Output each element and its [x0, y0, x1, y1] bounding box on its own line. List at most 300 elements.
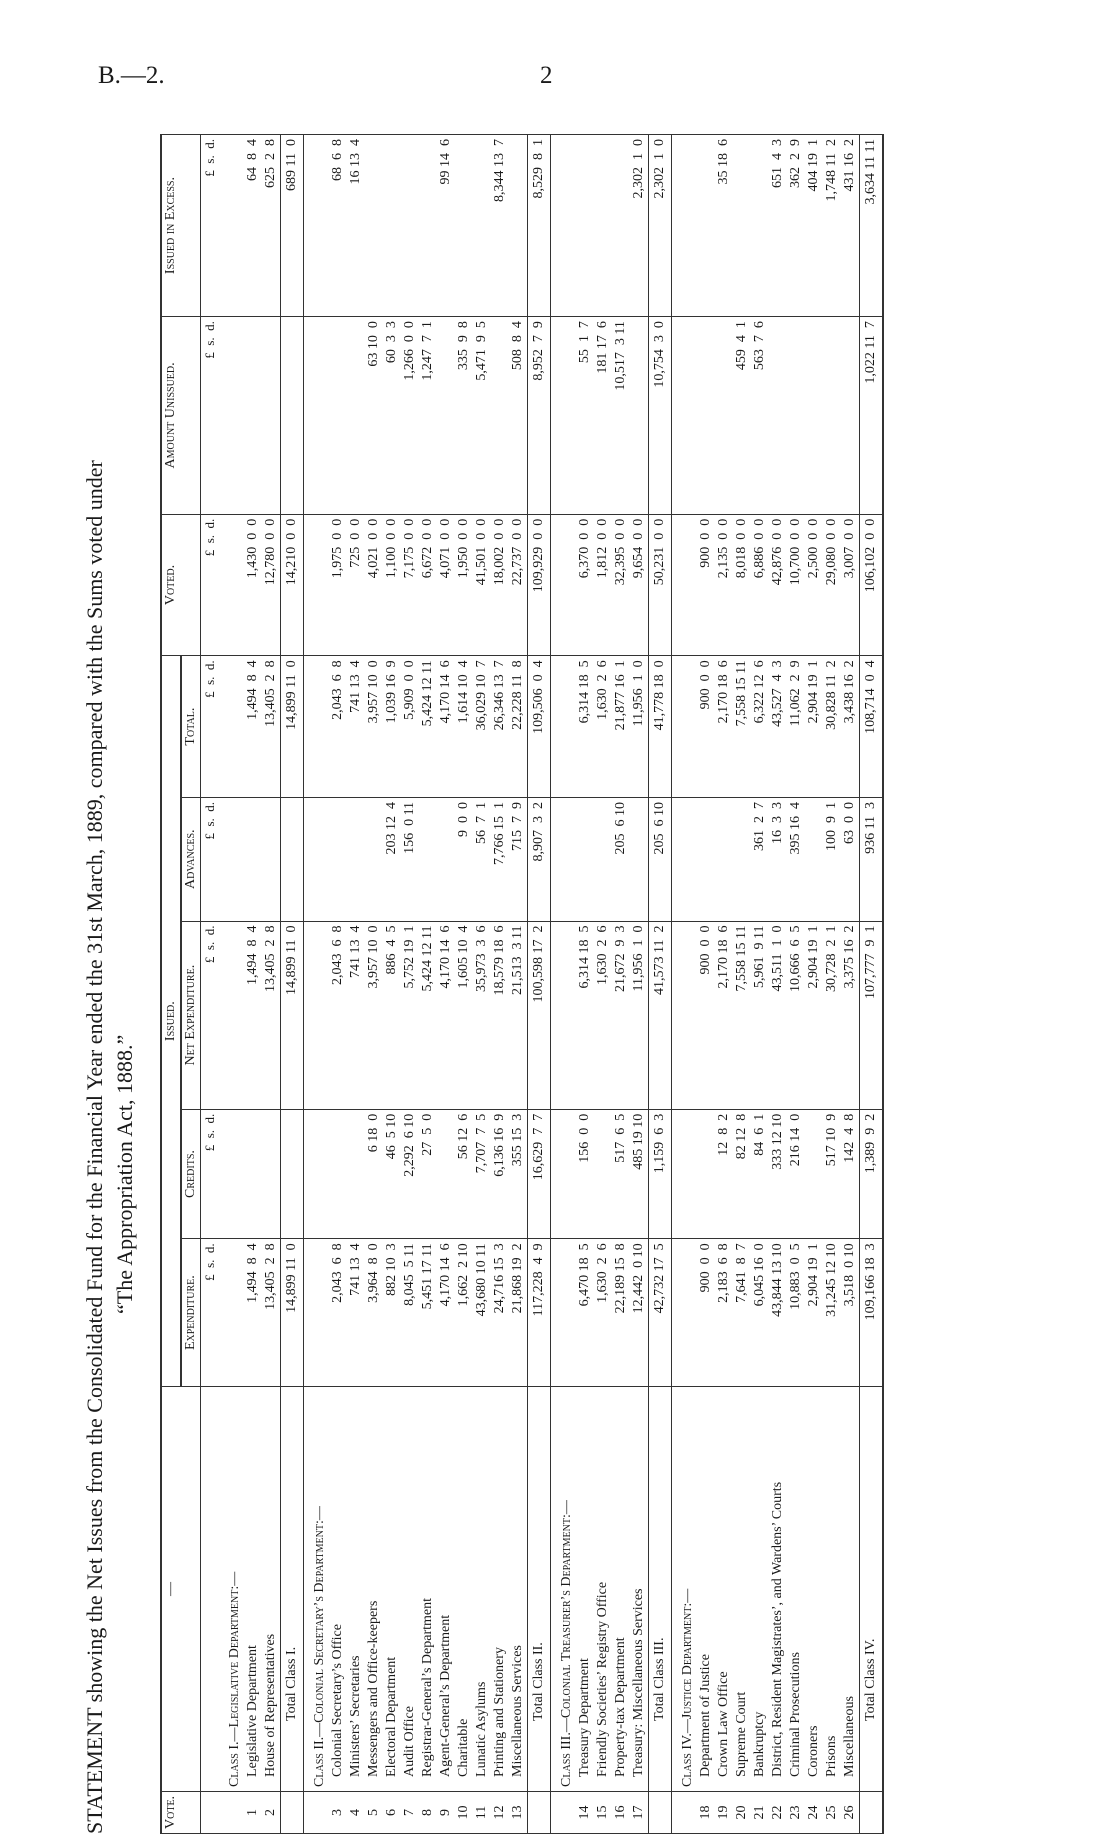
cell-exc: 8,344 13 7 [491, 135, 509, 317]
table-row [262, 135, 281, 1834]
cell-exc [733, 135, 751, 317]
table-row [841, 135, 860, 1834]
cell-cred [805, 1109, 823, 1239]
cell-exp: 8,045 5 11 [401, 1239, 419, 1387]
cell-unis: 5,471 9 5 [473, 317, 491, 515]
cell-cred: 7,707 7 5 [473, 1109, 491, 1239]
vote-description: Crown Law Office [715, 1386, 733, 1791]
cell-exp: 31,245 12 10 [823, 1239, 841, 1387]
vote-number: 1 [244, 1791, 262, 1833]
cell-exp: 1,662 2 10 [455, 1239, 473, 1387]
cell-voted: 2,500 0 0 [805, 514, 823, 656]
total-cred: 1,389 9 2 [860, 1109, 884, 1239]
cell-cred [262, 1109, 281, 1239]
total-exp: 117,228 4 9 [528, 1239, 551, 1387]
cell-cred [437, 1109, 455, 1239]
table-row [401, 135, 419, 1834]
cell-adv [365, 797, 383, 921]
units-label: £ s. d. [201, 1109, 220, 1239]
cell-exp: 43,680 10 11 [473, 1239, 491, 1387]
cell-net: 3,375 16 2 [841, 921, 860, 1109]
cell-exc [612, 135, 630, 317]
cell-cred: 46 5 10 [383, 1109, 401, 1239]
cell-net: 35,973 3 6 [473, 921, 491, 1109]
cell-exc: 362 2 9 [787, 135, 805, 317]
units-label: £ s. d. [201, 797, 220, 921]
cell-tot: 13,405 2 8 [262, 656, 281, 798]
cell-unis [347, 317, 365, 515]
cell-adv [244, 797, 262, 921]
vote-description: Treasury Department [576, 1386, 594, 1791]
cell-adv [594, 797, 612, 921]
units-label: £ s. d. [201, 317, 220, 515]
table-row [576, 135, 594, 1834]
cell-exp: 24,716 15 3 [491, 1239, 509, 1387]
table-row [329, 135, 347, 1834]
cell-net: 7,558 15 11 [733, 921, 751, 1109]
vote-number: 18 [697, 1791, 715, 1833]
vote-number: 21 [751, 1791, 769, 1833]
cell-cred: 333 12 10 [769, 1109, 787, 1239]
header-advances: Advances. [181, 797, 201, 921]
cell-cred: 27 5 0 [419, 1109, 437, 1239]
cell-exp: 6,045 16 0 [751, 1239, 769, 1387]
cell-exp: 12,442 0 10 [630, 1239, 649, 1387]
cell-tot: 741 13 4 [347, 656, 365, 798]
cell-voted: 41,501 0 0 [473, 514, 491, 656]
cell-exc [594, 135, 612, 317]
total-exp: 109,166 18 3 [860, 1239, 884, 1387]
cell-unis: 1,247 7 1 [419, 317, 437, 515]
cell-unis [787, 317, 805, 515]
statement-body [201, 135, 884, 1834]
cell-exp: 6,470 18 5 [576, 1239, 594, 1387]
cell-exc [401, 135, 419, 317]
cell-voted: 29,080 0 0 [823, 514, 841, 656]
cell-exc [455, 135, 473, 317]
cell-cred: 84 6 1 [751, 1109, 769, 1239]
total-exc: 8,529 8 1 [528, 135, 551, 317]
cell-exp: 2,183 6 8 [715, 1239, 733, 1387]
document-reference: B.—2. [98, 62, 165, 89]
cell-exp: 900 0 0 [697, 1239, 715, 1387]
cell-net: 1,494 8 4 [244, 921, 262, 1109]
cell-adv [805, 797, 823, 921]
vote-description: Prisons [823, 1386, 841, 1791]
cell-exp: 21,868 19 2 [509, 1239, 528, 1387]
cell-unis [244, 317, 262, 515]
cell-unis: 335 9 8 [455, 317, 473, 515]
total-exp: 42,732 17 5 [649, 1239, 672, 1387]
cell-unis: 563 7 6 [751, 317, 769, 515]
cell-voted: 1,430 0 0 [244, 514, 262, 656]
cell-net: 30,728 2 1 [823, 921, 841, 1109]
cell-unis [769, 317, 787, 515]
cell-net: 6,314 18 5 [576, 921, 594, 1109]
header-net-expenditure: Net Expenditure. [181, 921, 201, 1109]
cell-adv [347, 797, 365, 921]
units-label: £ s. d. [201, 1239, 220, 1387]
vote-description: Miscellaneous [841, 1386, 860, 1791]
cell-exp: 4,170 14 6 [437, 1239, 455, 1387]
cell-unis [823, 317, 841, 515]
cell-tot: 5,909 0 0 [401, 656, 419, 798]
cell-adv: 715 7 9 [509, 797, 528, 921]
cell-unis [715, 317, 733, 515]
cell-exc: 625 2 8 [262, 135, 281, 317]
cell-tot: 5,424 12 11 [419, 656, 437, 798]
table-row [383, 135, 401, 1834]
cell-adv: 7,766 15 1 [491, 797, 509, 921]
table-row [787, 135, 805, 1834]
cell-exp: 1,494 8 4 [244, 1239, 262, 1387]
cell-net: 886 4 5 [383, 921, 401, 1109]
total-unis: 8,952 7 9 [528, 317, 551, 515]
vote-number: 7 [401, 1791, 419, 1833]
cell-voted: 18,002 0 0 [491, 514, 509, 656]
cell-exc [509, 135, 528, 317]
total-net: 107,777 9 1 [860, 921, 884, 1109]
cell-adv: 361 2 7 [751, 797, 769, 921]
cell-net: 3,957 10 0 [365, 921, 383, 1109]
cell-unis [329, 317, 347, 515]
title-line-2: “The Appropriation Act, 1888.” [112, 1034, 137, 1314]
vote-description: House of Representatives [262, 1386, 281, 1791]
cell-unis [805, 317, 823, 515]
vote-description: Property-tax Department [612, 1386, 630, 1791]
vote-number: 9 [437, 1791, 455, 1833]
table-row [630, 135, 649, 1834]
cell-tot: 2,170 18 6 [715, 656, 733, 798]
total-tot: 14,899 11 0 [281, 656, 304, 798]
header-credits: Credits. [181, 1109, 201, 1239]
cell-cred [697, 1109, 715, 1239]
cell-cred: 12 8 2 [715, 1109, 733, 1239]
vote-number: 12 [491, 1791, 509, 1833]
vote-description: District, Resident Magistrates’, and Wardens’ Courts [769, 1386, 787, 1791]
total-unis: 10,754 3 0 [649, 317, 672, 515]
vote-number: 23 [787, 1791, 805, 1833]
cell-voted: 9,654 0 0 [630, 514, 649, 656]
class-heading-row [219, 135, 244, 1834]
vote-number: 8 [419, 1791, 437, 1833]
cell-adv: 156 0 11 [401, 797, 419, 921]
vote-description: Colonial Secretary’s Office [329, 1386, 347, 1791]
table-row [751, 135, 769, 1834]
cell-adv: 16 3 3 [769, 797, 787, 921]
cell-exc [419, 135, 437, 317]
vote-number: 15 [594, 1791, 612, 1833]
cell-tot: 4,170 14 6 [437, 656, 455, 798]
cell-voted: 2,135 0 0 [715, 514, 733, 656]
header-voted: Voted. [161, 514, 201, 656]
cell-adv: 203 12 4 [383, 797, 401, 921]
total-adv: 936 11 3 [860, 797, 884, 921]
cell-exp: 5,451 17 11 [419, 1239, 437, 1387]
cell-voted: 7,175 0 0 [401, 514, 419, 656]
vote-description: Legislative Department [244, 1386, 262, 1791]
class-total-row [528, 135, 551, 1834]
cell-tot: 3,957 10 0 [365, 656, 383, 798]
cell-voted: 4,071 0 0 [437, 514, 455, 656]
cell-voted: 22,737 0 0 [509, 514, 528, 656]
cell-net: 11,956 1 0 [630, 921, 649, 1109]
cell-net: 5,424 12 11 [419, 921, 437, 1109]
table-row [455, 135, 473, 1834]
cell-unis: 181 17 6 [594, 317, 612, 515]
vote-description: Printing and Stationery [491, 1386, 509, 1791]
cell-unis: 508 8 4 [509, 317, 528, 515]
total-exc: 3,634 11 11 [860, 135, 884, 317]
total-voted: 106,102 0 0 [860, 514, 884, 656]
total-cred: 16,629 7 7 [528, 1109, 551, 1239]
cell-adv [715, 797, 733, 921]
cell-tot: 11,062 2 9 [787, 656, 805, 798]
cell-cred [329, 1109, 347, 1239]
cell-net: 1,605 10 4 [455, 921, 473, 1109]
cell-cred: 517 6 5 [612, 1109, 630, 1239]
cell-cred: 142 4 8 [841, 1109, 860, 1239]
cell-voted: 725 0 0 [347, 514, 365, 656]
cell-exp: 2,904 19 1 [805, 1239, 823, 1387]
total-voted: 14,210 0 0 [281, 514, 304, 656]
cell-exc: 99 14 6 [437, 135, 455, 317]
class-total-row [281, 135, 304, 1834]
table-row [697, 135, 715, 1834]
vote-number: 22 [769, 1791, 787, 1833]
table-row [823, 135, 841, 1834]
cell-tot: 900 0 0 [697, 656, 715, 798]
vote-number: 26 [841, 1791, 860, 1833]
cell-exc: 68 6 8 [329, 135, 347, 317]
cell-exp: 10,883 0 5 [787, 1239, 805, 1387]
cell-cred: 82 12 8 [733, 1109, 751, 1239]
cell-adv [733, 797, 751, 921]
header-description: — [161, 1386, 201, 1791]
cell-exp: 3,964 8 0 [365, 1239, 383, 1387]
table-row [509, 135, 528, 1834]
cell-voted: 6,370 0 0 [576, 514, 594, 656]
cell-net: 13,405 2 8 [262, 921, 281, 1109]
vote-number: 13 [509, 1791, 528, 1833]
vote-number: 24 [805, 1791, 823, 1833]
cell-exp: 1,630 2 6 [594, 1239, 612, 1387]
vote-description: Department of Justice [697, 1386, 715, 1791]
cell-net: 43,511 1 0 [769, 921, 787, 1109]
cell-voted: 1,100 0 0 [383, 514, 401, 656]
cell-adv [437, 797, 455, 921]
title-line-1: STATEMENT showing the Net Issues from the Consolidated Fund for the Financial Year ended the 31st March, 1889, compared with the Sums voted under [82, 460, 107, 1834]
cell-tot: 2,904 19 1 [805, 656, 823, 798]
units-label: £ s. d. [201, 135, 220, 317]
cell-adv [576, 797, 594, 921]
cell-tot: 30,828 11 2 [823, 656, 841, 798]
table-row [347, 135, 365, 1834]
vote-description: Ministers’ Secretaries [347, 1386, 365, 1791]
cell-cred [594, 1109, 612, 1239]
table-row [715, 135, 733, 1834]
vote-description: Registrar-General’s Department [419, 1386, 437, 1791]
total-unis: 1,022 11 7 [860, 317, 884, 515]
cell-unis [697, 317, 715, 515]
cell-tot: 1,494 8 4 [244, 656, 262, 798]
cell-tot: 22,228 11 8 [509, 656, 528, 798]
total-net: 100,598 17 2 [528, 921, 551, 1109]
cell-tot: 1,630 2 6 [594, 656, 612, 798]
cell-voted: 1,950 0 0 [455, 514, 473, 656]
cell-unis: 10,517 3 11 [612, 317, 630, 515]
total-voted: 50,231 0 0 [649, 514, 672, 656]
vote-number: 14 [576, 1791, 594, 1833]
total-exc: 689 11 0 [281, 135, 304, 317]
table-row [437, 135, 455, 1834]
cell-unis: 63 10 0 [365, 317, 383, 515]
vote-description: Agent-General’s Department [437, 1386, 455, 1791]
cell-voted: 42,876 0 0 [769, 514, 787, 656]
table-row [733, 135, 751, 1834]
table-row [419, 135, 437, 1834]
cell-adv: 395 16 4 [787, 797, 805, 921]
table-row [491, 135, 509, 1834]
vote-description: Electoral Department [383, 1386, 401, 1791]
cell-voted: 6,672 0 0 [419, 514, 437, 656]
cell-net: 2,043 6 8 [329, 921, 347, 1109]
cell-tot: 7,558 15 11 [733, 656, 751, 798]
vote-number: 19 [715, 1791, 733, 1833]
cell-exc: 35 18 6 [715, 135, 733, 317]
total-adv: 205 6 10 [649, 797, 672, 921]
cell-exc [751, 135, 769, 317]
cell-exc: 431 16 2 [841, 135, 860, 317]
cell-net: 5,961 9 11 [751, 921, 769, 1109]
total-exc: 2,302 1 0 [649, 135, 672, 317]
class-total-label: Total Class III. [649, 1386, 672, 1791]
table-row [612, 135, 630, 1834]
cell-cred: 355 15 3 [509, 1109, 528, 1239]
cell-unis [841, 317, 860, 515]
cell-unis [437, 317, 455, 515]
cell-cred: 6 18 0 [365, 1109, 383, 1239]
cell-voted: 3,007 0 0 [841, 514, 860, 656]
statement-title [80, 134, 140, 1834]
cell-unis [630, 317, 649, 515]
cell-adv [630, 797, 649, 921]
total-tot: 108,714 0 4 [860, 656, 884, 798]
header-vote: Vote. [161, 1791, 201, 1833]
table-row [805, 135, 823, 1834]
units-row [201, 135, 220, 1834]
vote-number: 6 [383, 1791, 401, 1833]
vote-description: Audit Office [401, 1386, 419, 1791]
header-total: Total. [181, 656, 201, 798]
cell-tot: 21,877 16 1 [612, 656, 630, 798]
cell-exp: 2,043 6 8 [329, 1239, 347, 1387]
cell-exp: 13,405 2 8 [262, 1239, 281, 1387]
total-net: 41,573 11 2 [649, 921, 672, 1109]
cell-cred: 517 10 9 [823, 1109, 841, 1239]
total-unis [281, 317, 304, 515]
table-row [769, 135, 787, 1834]
total-net: 14,899 11 0 [281, 921, 304, 1109]
cell-unis [262, 317, 281, 515]
cell-net: 18,579 18 6 [491, 921, 509, 1109]
cell-adv [262, 797, 281, 921]
table-row [244, 135, 262, 1834]
cell-net: 10,666 6 5 [787, 921, 805, 1109]
cell-exc: 404 19 1 [805, 135, 823, 317]
total-tot: 41,778 18 0 [649, 656, 672, 798]
total-tot: 109,506 0 4 [528, 656, 551, 798]
vote-description: Supreme Court [733, 1386, 751, 1791]
cell-exc: 2,302 1 0 [630, 135, 649, 317]
cell-cred: 2,292 6 10 [401, 1109, 419, 1239]
cell-adv: 100 9 1 [823, 797, 841, 921]
cell-net: 741 13 4 [347, 921, 365, 1109]
header-expenditure: Expenditure. [181, 1239, 201, 1387]
vote-description: Lunatic Asylums [473, 1386, 491, 1791]
cell-voted: 8,018 0 0 [733, 514, 751, 656]
class-heading: Class III.—Colonial Treasurer’s Department:— [551, 1386, 577, 1791]
cell-cred: 485 19 10 [630, 1109, 649, 1239]
cell-net: 2,170 18 6 [715, 921, 733, 1109]
vote-description: Criminal Prosecutions [787, 1386, 805, 1791]
cell-exc: 16 13 4 [347, 135, 365, 317]
total-voted: 109,929 0 0 [528, 514, 551, 656]
vote-number: 10 [455, 1791, 473, 1833]
cell-net: 5,752 19 1 [401, 921, 419, 1109]
vote-description: Bankruptcy [751, 1386, 769, 1791]
cell-voted: 4,021 0 0 [365, 514, 383, 656]
class-total-row [649, 135, 672, 1834]
cell-tot: 36,029 10 7 [473, 656, 491, 798]
class-heading: Class IV.—Justice Department:— [672, 1386, 698, 1791]
cell-net: 1,630 2 6 [594, 921, 612, 1109]
cell-exp: 7,641 8 7 [733, 1239, 751, 1387]
total-exp: 14,899 11 0 [281, 1239, 304, 1387]
cell-adv [697, 797, 715, 921]
cell-net: 21,672 9 3 [612, 921, 630, 1109]
cell-tot: 1,039 16 9 [383, 656, 401, 798]
cell-tot: 26,346 13 7 [491, 656, 509, 798]
class-total-label: Total Class II. [528, 1386, 551, 1791]
total-adv [281, 797, 304, 921]
class-heading-row [551, 135, 577, 1834]
cell-exc [383, 135, 401, 317]
cell-tot: 43,527 4 3 [769, 656, 787, 798]
units-label: £ s. d. [201, 514, 220, 656]
cell-adv: 205 6 10 [612, 797, 630, 921]
cell-cred: 56 12 6 [455, 1109, 473, 1239]
rotated-page-body [80, 134, 1080, 1834]
vote-description: Miscellaneous Services [509, 1386, 528, 1791]
cell-exc [365, 135, 383, 317]
cell-net: 2,904 19 1 [805, 921, 823, 1109]
class-total-label: Total Class IV. [860, 1386, 884, 1791]
vote-number: 25 [823, 1791, 841, 1833]
cell-exc [576, 135, 594, 317]
cell-adv: 56 7 1 [473, 797, 491, 921]
cell-exp: 882 10 3 [383, 1239, 401, 1387]
class-heading-row [304, 135, 330, 1834]
cell-exc: 1,748 11 2 [823, 135, 841, 317]
cell-exp: 43,844 13 10 [769, 1239, 787, 1387]
statement-table [160, 134, 884, 1834]
vote-number: 4 [347, 1791, 365, 1833]
cell-adv: 63 0 0 [841, 797, 860, 921]
cell-adv [419, 797, 437, 921]
cell-tot: 3,438 16 2 [841, 656, 860, 798]
cell-exp: 741 13 4 [347, 1239, 365, 1387]
